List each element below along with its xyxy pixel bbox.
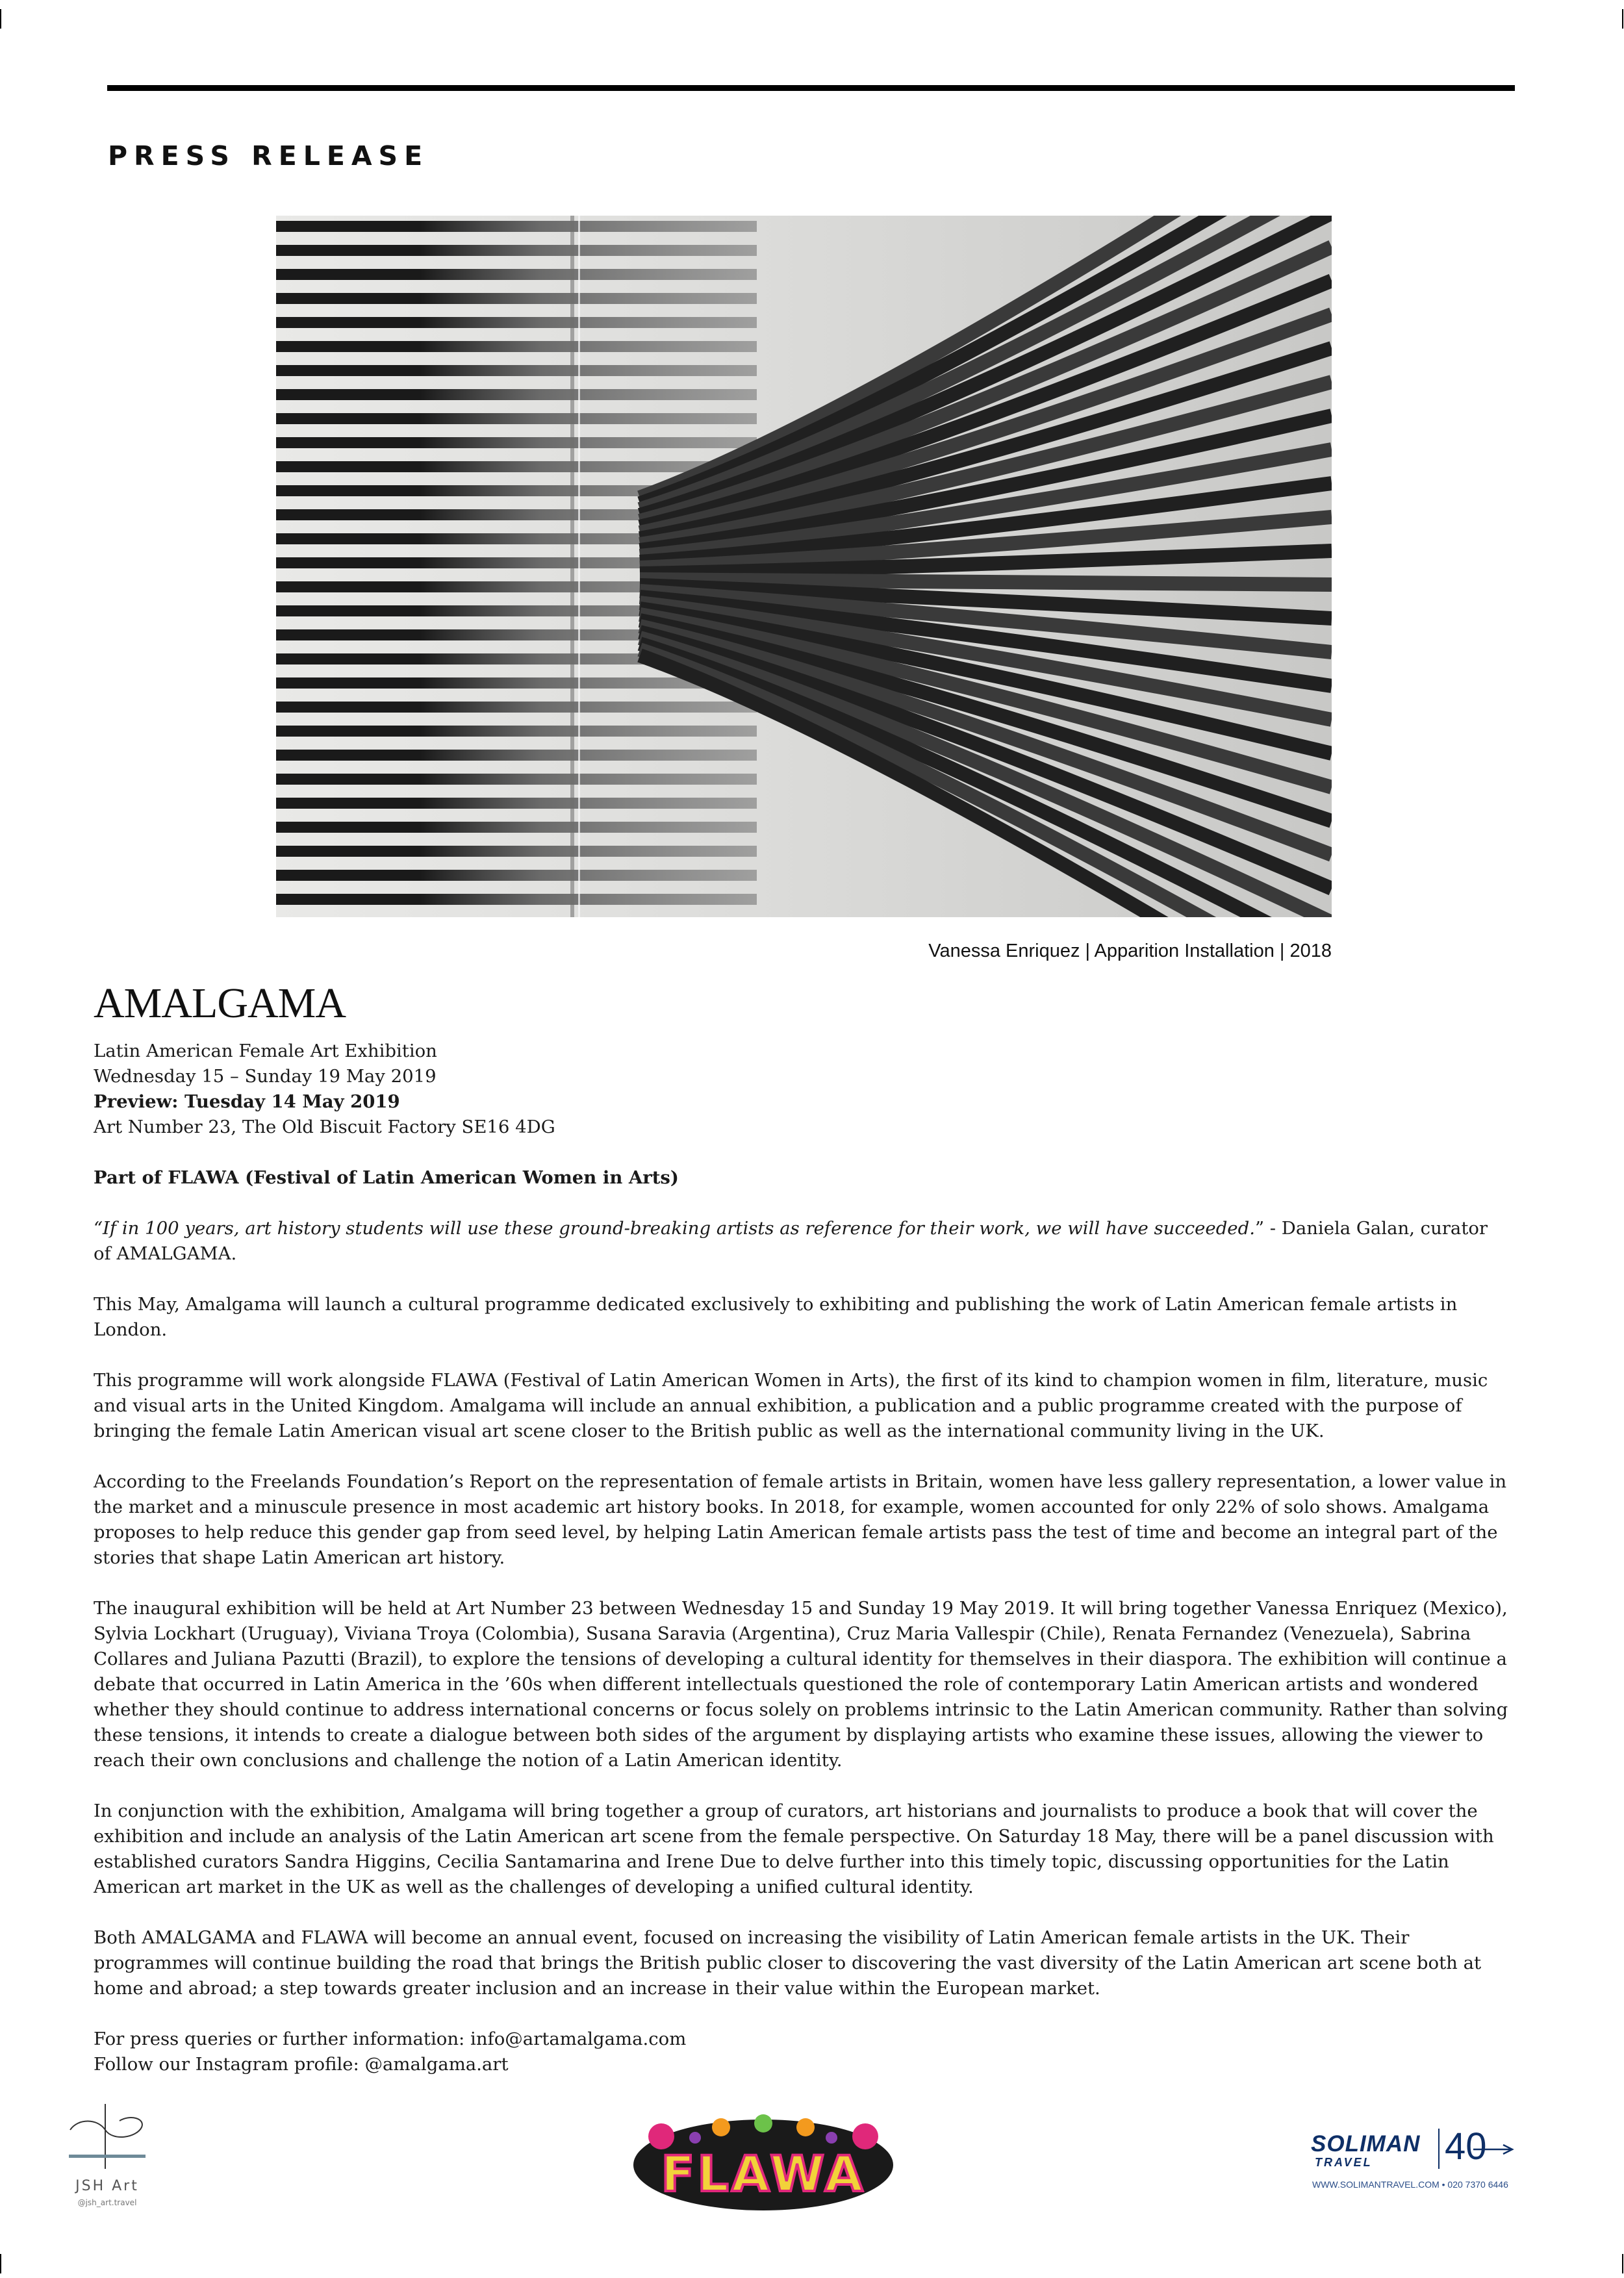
artwork-stripe (276, 774, 757, 785)
artwork-stripe (276, 822, 757, 833)
artwork-stripe (276, 726, 757, 737)
artwork-stripe (276, 221, 757, 232)
soliman-divider (1438, 2129, 1440, 2169)
venue-address: Art Number 23, The Old Biscuit Factory SE16 4DG (94, 1117, 555, 1137)
artwork-stripe (276, 437, 757, 448)
press-contact: For press queries or further information: info@artamalgama.com (94, 2029, 687, 2049)
exhibition-title: AMALGAMA (94, 980, 346, 1027)
exhibition-dates: Wednesday 15 – Sunday 19 May 2019 (94, 1066, 437, 1087)
artwork-stripe (276, 750, 757, 761)
artwork-stripe (276, 365, 757, 376)
body-paragraph: Both AMALGAMA and FLAWA will become an annual event, focused on increasing the visibility of Latin American female artists in the UK. Their programmes will continue building the road that brings the British public closer to discovering the vast diversity of the Latin American art scene both at home and abroad; a step towards greater inclusion and an increase in their value within the European market. (94, 1927, 1482, 1999)
artwork-stripe (276, 389, 757, 400)
artwork-stripe (276, 798, 757, 809)
soliman-travel-logo (1311, 2088, 1519, 2192)
body-paragraph: In conjunction with the exhibition, Amalgama will bring together a group of curators, art historians and journalists to produce a book that will cover the exhibition and include an analysis of the Latin American art scene from the female perspective. On Saturday 18 May, there will be a panel discussion with established curators Sandra Higgins, Cecilia Santamarina and Irene Due to delve further into this timely topic, discussing opportunities for the Latin American art market in the UK as well as the challenges of developing a unified cultural identity. (94, 1801, 1494, 1897)
plane-icon (1472, 2143, 1517, 2156)
header-rule (107, 85, 1515, 91)
soliman-anniversary: 40 (1445, 2125, 1487, 2168)
artwork-stripe (276, 317, 757, 328)
festival-affiliation: Part of FLAWA (Festival of Latin American Women in Arts) (94, 1167, 679, 1188)
artwork-stripe (276, 293, 757, 304)
instagram-info: Follow our Instagram profile: @amalgama.art (94, 2054, 509, 2075)
crop-mark-top-left (0, 9, 1, 29)
body-paragraph: This May, Amalgama will launch a cultural programme dedicated exclusively to exhibiting and publishing the work of Latin American female artists in London. (94, 1294, 1458, 1340)
soliman-brand: SOLIMAN (1311, 2131, 1421, 2157)
artwork-stripe (276, 846, 757, 857)
body-paragraph: The inaugural exhibition will be held at Art Number 23 between Wednesday 15 and Sunday 19 May 2019. It will bring together Vanessa Enriquez (Mexico), Sylvia Lockhart (Uruguay), Viviana Troya (Colombia), Susana Saravia (Argentina), Cruz Maria Vallespir (Chile), Renata Fernandez (Venezuela), Sabrina Collares and Juliana Pazutti (Brazil), to explore the tensions of developing a cultural identity for themselves in their diaspora. The exhibition will continue a debate that occurred in Latin America in the ’60s when different intellectuals questioned the role of contemporary Latin American artists and wondered whether they should continue to address international concerns or focus solely on problems intrinsic to the Latin American community. Rather than solving these tensions, it intends to create a dialogue between both sides of the argument by displaying artists who examine these issues, allowing the viewer to reach their own conclusions and challenge the notion of a Latin American identity. (94, 1598, 1508, 1771)
flawa-wordmark: FLAWA (661, 2145, 866, 2203)
quote-text: “If in 100 years, art history students will use these ground-breaking artists as reference for their work, we will have succeeded. (94, 1218, 1255, 1239)
soliman-sub: TRAVEL (1315, 2156, 1373, 2169)
crop-mark-bottom-left (0, 2254, 1, 2273)
press-release-heading: PRESS RELEASE (108, 140, 429, 171)
artwork-stripe (276, 702, 757, 713)
press-release-body (94, 976, 1510, 2077)
flawa-logo (630, 2114, 896, 2212)
artwork-stripe (276, 341, 757, 352)
crop-mark-top-right (1622, 9, 1623, 29)
artwork-stripe (276, 870, 757, 881)
curator-quote (94, 1216, 1510, 1267)
artwork-caption: Vanessa Enriquez | Apparition Installation | 2018 (928, 941, 1332, 961)
artwork-stripe (276, 894, 757, 905)
crop-mark-bottom-right (1622, 2254, 1623, 2273)
preview-date: Preview: Tuesday 14 May 2019 (94, 1091, 400, 1112)
jsh-art-logo (65, 2101, 149, 2218)
artwork-stripe (276, 413, 757, 424)
body-paragraph: According to the Freelands Foundation’s Report on the representation of female artists in Britain, women have less gallery representation, a lower value in the market and a minuscule presence in most academic art history books. In 2018, for example, women accounted for only 22% of solo shows. Amalgama proposes to help reduce this gender gap from seed level, by helping Latin American female artists pass the test of time and become an integral part of the stories that shape Latin American art history. (94, 1471, 1507, 1568)
jsh-monogram-icon (65, 2101, 149, 2173)
artwork-stripe (276, 461, 757, 472)
soliman-contact: WWW.SOLIMANTRAVEL.COM • 020 7370 6446 (1312, 2179, 1508, 2190)
artwork-stripe (276, 245, 757, 256)
body-paragraph: This programme will work alongside FLAWA (Festival of Latin American Women in Arts), the first of its kind to champion women in film, literature, music and visual arts in the United Kingdom. Amalgama will include an annual exhibition, a publication and a public programme created with the purpose of bringing the female Latin American visual art scene closer to the British public as well as the international community living in the UK. (94, 1370, 1488, 1441)
exhibition-subtitle: Latin American Female Art Exhibition (94, 1041, 437, 1061)
jsh-art-name: JSH Art (75, 2178, 139, 2194)
artwork-stripe (276, 269, 757, 280)
quote-attribution: ” - Daniela Galan, curator of AMALGAMA. (94, 1218, 1488, 1264)
jsh-art-handle: @jsh_art.travel (77, 2198, 137, 2207)
artwork-image (276, 216, 1332, 917)
